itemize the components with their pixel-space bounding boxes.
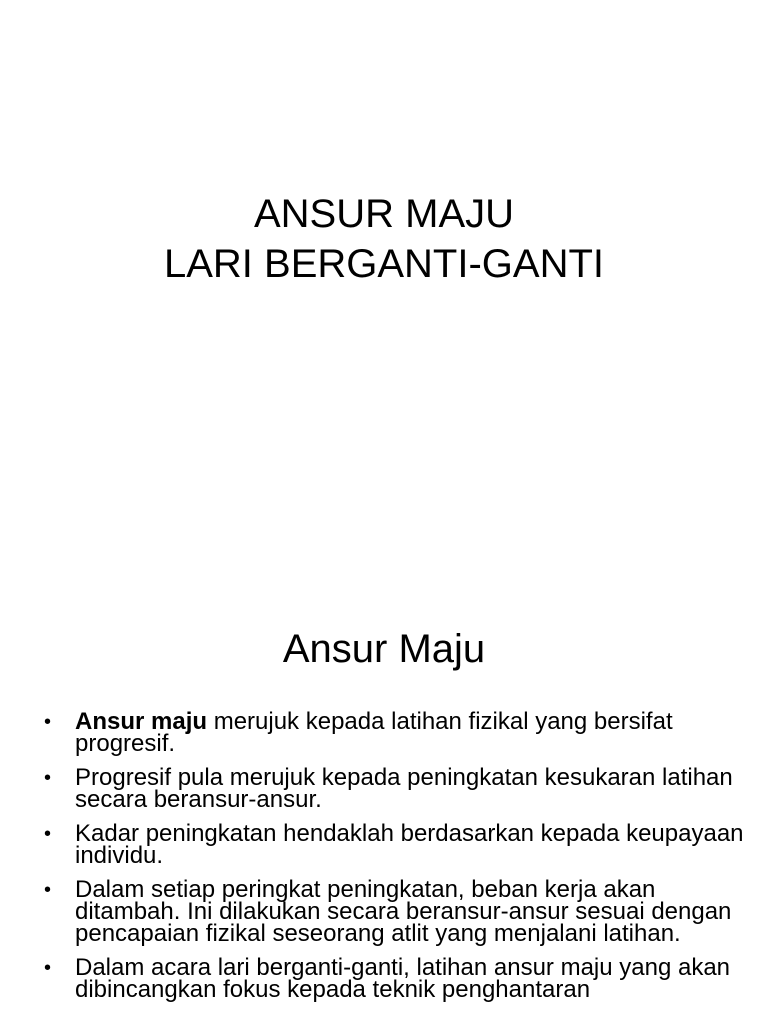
bullet-item xyxy=(44,820,744,869)
bullet-mark: • xyxy=(44,711,52,733)
bullet-mark: • xyxy=(44,767,52,789)
bullet-text: Dalam setiap peringkat peningkatan, beban kerja akan ditambah. Ini dilakukan secara beransur-ansur sesuai dengan pencapaian fizikal seseorang atlit yang menjalani latihan. xyxy=(75,876,732,947)
bullet-mark: • xyxy=(44,957,52,979)
slide1-title-line2: LARI BERGANTI-GANTI xyxy=(163,242,605,286)
bullet-text: Dalam acara lari berganti-ganti, latihan ansur maju yang akan dibincangkan fokus kepada teknik penghantaran xyxy=(75,954,731,1003)
bullet-text: Kadar peningkatan hendaklah berdasarkan kepada keupayaan individu. xyxy=(75,820,744,869)
slide1-title-line1: ANSUR MAJU xyxy=(253,192,515,236)
bullet-text: Progresif pula merujuk kepada peningkatan kesukaran latihan secara beransur-ansur. xyxy=(75,764,733,813)
bullet-text: merujuk kepada latihan fizikal yang bersifat progresif. xyxy=(75,708,673,757)
bullet-bold-term: Ansur maju xyxy=(75,708,208,735)
bullet-item xyxy=(44,764,744,813)
slide2-title: Ansur Maju xyxy=(282,627,486,671)
bullet-item xyxy=(44,708,744,757)
bullet-list xyxy=(44,708,744,1013)
bullet-mark: • xyxy=(44,879,52,901)
bullet-item xyxy=(44,876,744,947)
slide1-title xyxy=(0,189,768,289)
bullet-item xyxy=(44,954,744,1003)
bullet-mark: • xyxy=(44,823,52,845)
